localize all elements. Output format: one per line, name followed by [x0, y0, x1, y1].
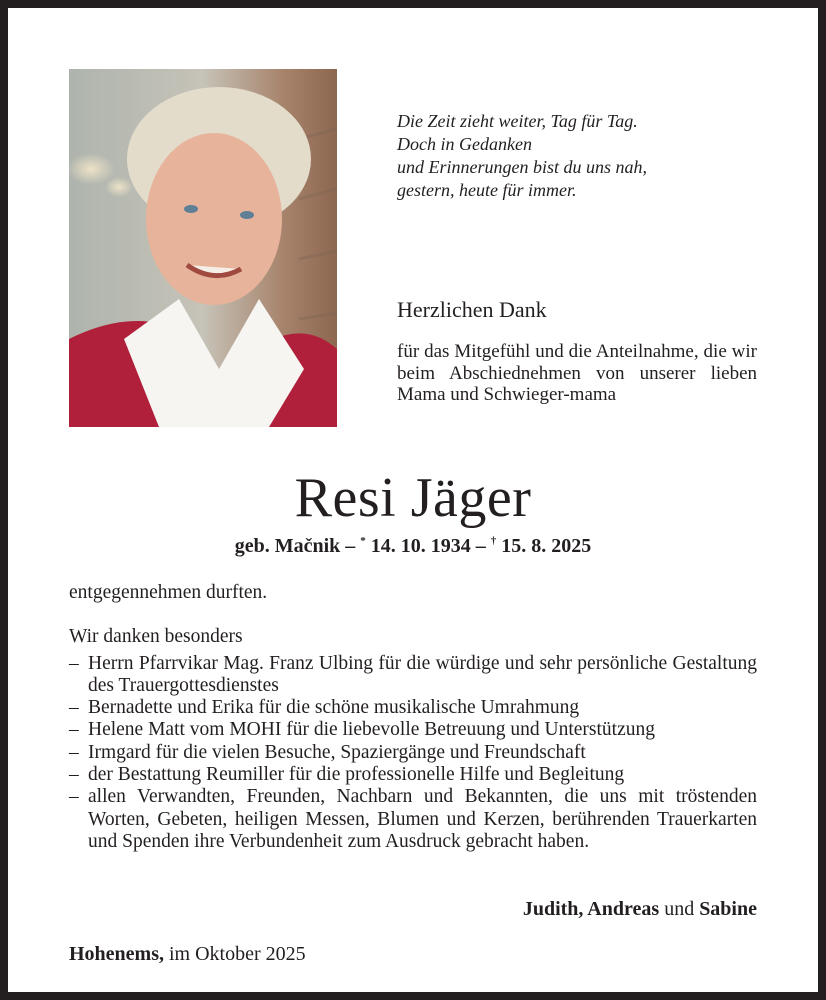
list-item: – der Bestattung Reumiller für die professionelle Hilfe und Begleitung: [69, 764, 625, 786]
thanks-list: [69, 653, 757, 854]
dash-bullet-icon: –: [69, 719, 79, 741]
signature-names: Judith, Andreas: [522, 898, 660, 920]
portrait-image-icon: [69, 69, 337, 427]
list-item: – Herrn Pfarrvikar Mag. Franz Ulbing für die würdige und sehr persönliche Gestaltung des Trauergottesdienstes: [69, 652, 757, 696]
dash-bullet-icon: –: [69, 697, 79, 719]
dash-bullet-icon: –: [69, 786, 79, 808]
dash-bullet-icon: –: [69, 652, 79, 674]
death-date: 15. 8. 2025: [496, 535, 592, 557]
poem-line: und Erinnerungen bist du uns nah,: [397, 157, 647, 177]
death-cross-icon: †: [490, 535, 497, 547]
signature-name-last: Sabine: [699, 898, 757, 920]
thanks-intro: Wir danken besonders: [69, 626, 243, 648]
list-item: – Helene Matt vom MOHI für die liebevolle Betreuung und Unterstützung: [69, 719, 655, 741]
obituary-page: [8, 8, 818, 992]
born-name: geb. Mačnik: [234, 535, 341, 557]
thanks-heading: Herzlichen Dank: [397, 297, 547, 322]
list-item: – Bernadette und Erika für die schöne musikalische Umrahmung: [69, 697, 580, 719]
continuation-text: entgegennehmen durften.: [69, 582, 268, 603]
life-dates: geb. Mačnik – * 14. 10. 1934 – † 15. 8. 2025: [234, 535, 592, 557]
list-item: – allen Verwandten, Freunden, Nachbarn und Bekannten, die uns mit tröstenden Worten, Gebeten, heiligen Messen, Blumen und Kerzen, berührenden Trauerkarten und Spenden ihre Verbundenheit zum Ausdruck gebracht haben.: [69, 786, 757, 852]
portrait-photo: [69, 69, 337, 427]
place-city: Hohenems,: [69, 943, 164, 965]
poem-line: Die Zeit zieht weiter, Tag für Tag.: [397, 111, 638, 131]
place-and-date: [69, 943, 306, 966]
place-date: im Oktober 2025: [164, 943, 306, 965]
thanks-body: [69, 582, 757, 853]
birth-date: 14. 10. 1934: [365, 535, 471, 557]
poem-line: gestern, heute für immer.: [397, 180, 577, 200]
thanks-text: für das Mitgefühl und die Anteilnahme, die wir beim Abschiednehmen von unserer lieben Mama und Schwieger-mama: [397, 341, 757, 405]
memorial-poem: [397, 110, 647, 202]
list-item: – Irmgard für die vielen Besuche, Spaziergänge und Freundschaft: [69, 741, 586, 763]
poem-line: Doch in Gedanken: [397, 134, 532, 154]
birth-star-icon: *: [360, 535, 366, 547]
deceased-name: Resi Jäger: [294, 467, 532, 529]
signature: Judith, Andreas und Sabine: [522, 898, 757, 920]
dash-bullet-icon: –: [69, 764, 79, 786]
dash-bullet-icon: –: [69, 741, 79, 763]
